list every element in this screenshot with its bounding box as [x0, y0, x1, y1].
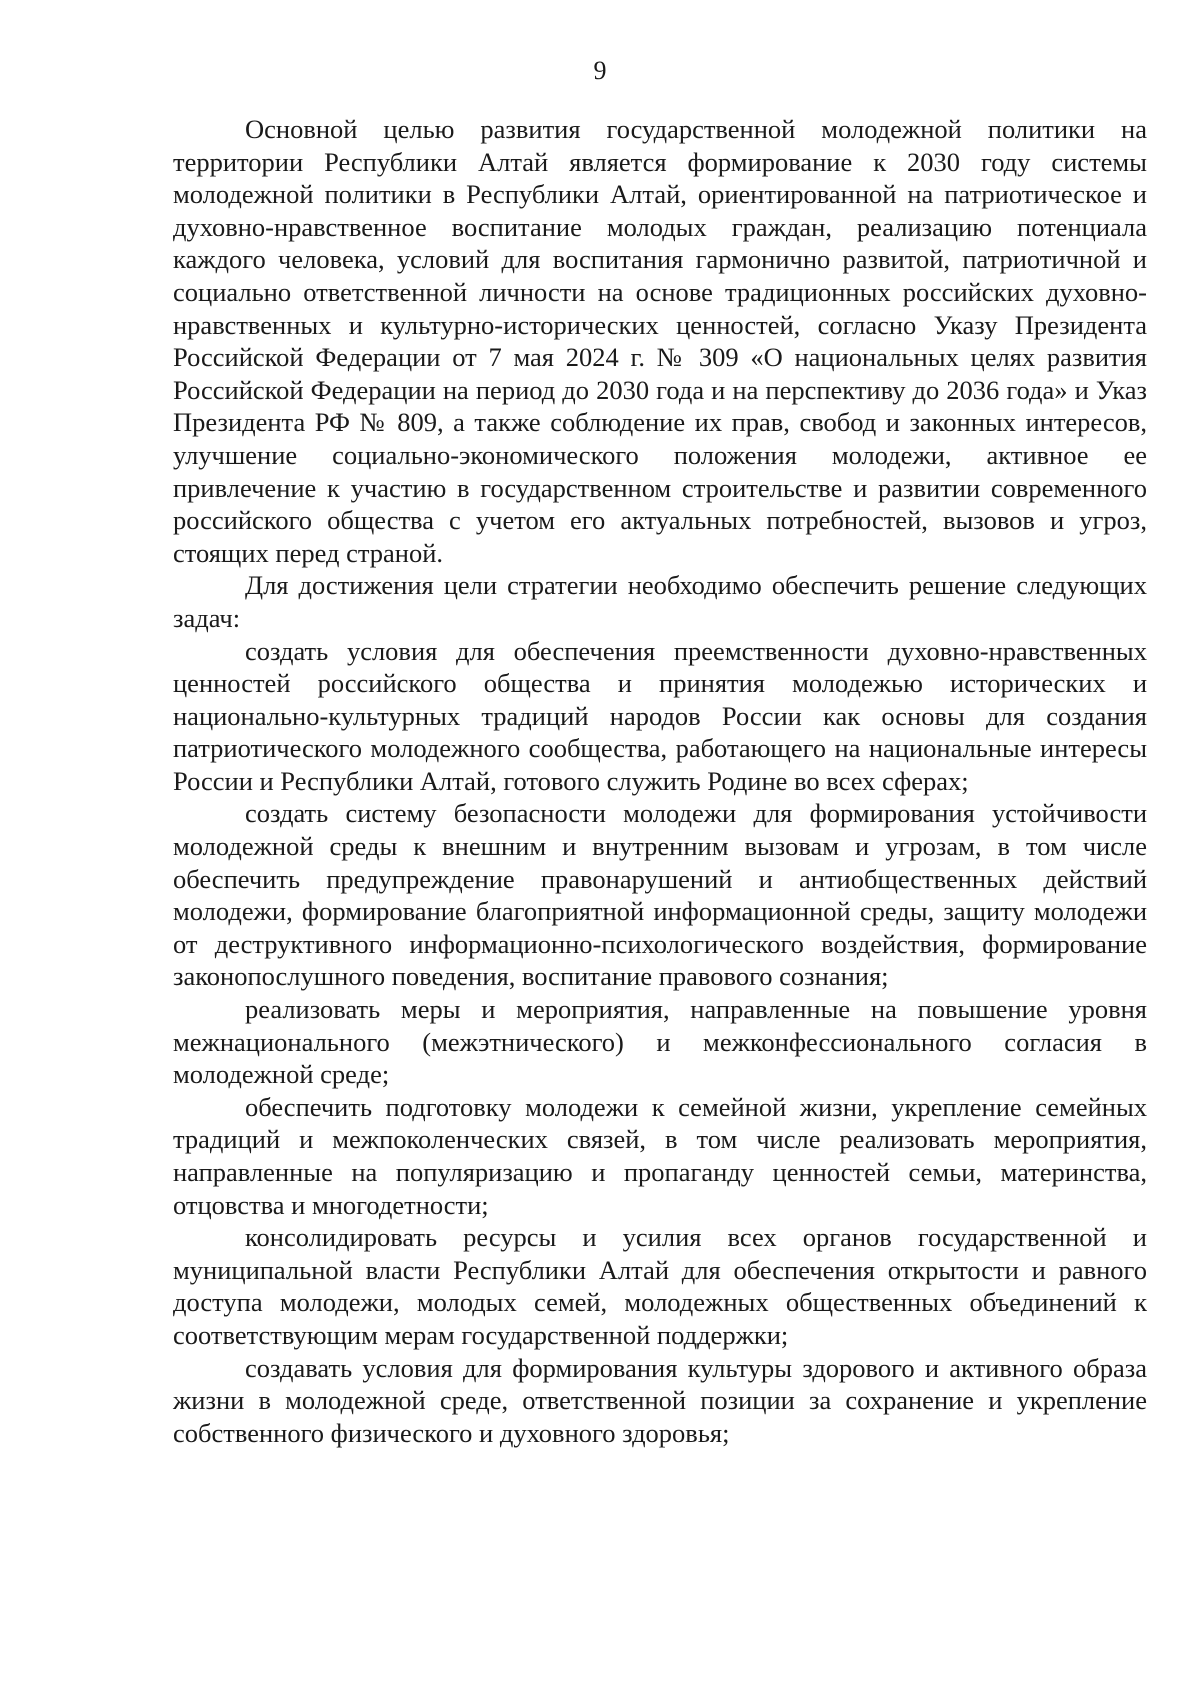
paragraph-task-security: создать систему безопасности молодежи для формирования устойчивости молодежной среды к внешним и внутренним вызовам и угрозам, в том числе обеспечить предупреждение правонарушений и антиобщественных действий молодежи, формирование благоприятной информационной среды, защиту молодежи от деструктивного информационно-психологического воздействия, формирование законопослушного поведения, воспитание правового сознания; — [173, 798, 1147, 992]
paragraph-task-health: создавать условия для формирования культуры здорового и активного образа жизни в молодежной среде, ответственной позиции за сохранение и укрепление собственного физического и духовного здоровья; — [173, 1352, 1147, 1448]
paragraph-tasks-intro: Для достижения цели стратегии необходимо обеспечить решение следующих задач: — [173, 570, 1147, 633]
document-body — [173, 113, 1147, 1449]
paragraph-task-resources: консолидировать ресурсы и усилия всех органов государственной и муниципальной власти Республики Алтай для обеспечения открытости и равного доступа молодежи, молодых семей, молодежных общественных объединений к соответствующим мерам государственной поддержки; — [173, 1222, 1147, 1350]
paragraph-goal: Основной целью развития государственной молодежной политики на территории Республики Алтай является формирование к 2030 году системы молодежной политики в Республики Алтай, ориентированной на патриотическое и духовно-нравственное воспитание молодых граждан, реализацию потенциала каждого человека, условий для воспитания гармонично развитой, патриотичной и социально ответственной личности на основе традиционных российских духовно-нравственных и культурно-исторических ценностей, согласно Указу Президента Российской Федерации от 7 мая 2024 г. № 309 «О национальных целях развития Российской Федерации на период до 2030 года и на перспективу до 2036 года» и Указ Президента РФ № 809, а также соблюдение их прав, свобод и законных интересов, улучшение социально-экономического положения молодежи, активное ее привлечение к участию в государственном строительстве и развитии современного российского общества с учетом его актуальных потребностей, вызовов и угроз, стоящих перед страной. — [173, 114, 1147, 568]
page-number: 9 — [593, 56, 607, 85]
paragraph-task-values: создать условия для обеспечения преемственности духовно-нравственных ценностей российского общества и принятия молодежью исторических и национально-культурных традиций народов России как основы для создания патриотического молодежного сообщества, работающего на национальные интересы России и Республики Алтай, готового служить Родине во всех сферах; — [173, 635, 1147, 796]
paragraph-task-family: обеспечить подготовку молодежи к семейной жизни, укрепление семейных традиций и межпоколенческих связей, в том числе реализовать мероприятия, направленные на популяризацию и пропаганду ценностей семьи, материнства, отцовства и многодетности; — [173, 1091, 1147, 1220]
paragraph-task-interethnic: реализовать меры и мероприятия, направленные на повышение уровня межнационального (межэтнического) и межконфессионального согласия в молодежной среде; — [173, 994, 1147, 1090]
